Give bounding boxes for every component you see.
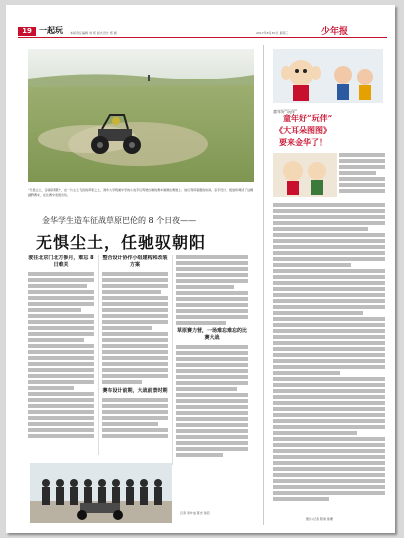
header-rule <box>18 37 387 38</box>
story-subheadline: 金华学生造车征战草原巴伦的 8 个日夜—— <box>42 216 197 225</box>
body-text-block <box>102 398 168 438</box>
group-photo <box>30 463 172 523</box>
side-article-body <box>273 203 385 513</box>
body-text-block <box>339 153 385 193</box>
box-title-1: 驶往北京门北方参月，难忘 8 日难关 <box>28 255 94 268</box>
body-text-block <box>102 272 168 384</box>
side-photo <box>273 49 383 103</box>
side-title-line3: 要来金华了！ <box>279 137 327 147</box>
body-text-block <box>273 203 385 501</box>
box-title-3: 赛车设计前期，大战前景时期 <box>102 388 168 394</box>
side-photo-2 <box>273 153 337 197</box>
newspaper-page <box>6 5 395 533</box>
box-title-2: 整合设计协作小组建构和改装方案 <box>102 255 168 268</box>
box-title-4: 草原赛力营，一场难忘难忘的比赛大战 <box>176 328 247 341</box>
article-column-1 <box>28 255 94 455</box>
main-photo <box>28 49 254 182</box>
story-headline: 无惧尘土，任驰驭朝阳 <box>36 233 207 252</box>
side-label: 童年好“玩伴” <box>273 109 298 114</box>
column-divider <box>172 255 173 465</box>
masthead-logo: 少年报 <box>321 27 349 37</box>
page-number: 19 <box>18 27 36 36</box>
side-title-line2: 《大耳朵图图》 <box>275 125 331 135</box>
article-column-3 <box>176 255 248 515</box>
body-text-block <box>176 345 248 457</box>
body-text-block <box>28 272 94 438</box>
story-byline: 记者 李叶成 陈光 徐若 <box>180 511 210 515</box>
side-byline: 图片/记者 陈建 徐珊 <box>306 517 333 521</box>
header-meta-right: 2017年8月30日 星期三 <box>256 31 289 35</box>
side-text-beside-photo <box>339 153 385 199</box>
body-text-block <box>176 255 248 325</box>
side-title-line1: 童年好“玩伴” <box>283 113 333 123</box>
header-meta-left: 本版责任编辑 刘 郑 版式设计 郑 刚 <box>70 31 117 35</box>
photo-caption: “无畏尘土，任驰驭朝阳”，在一片尘土飞扬的草原之上，清华大学附属中学的小选手们驾驶自制的赛车驰骋在赛道上。他们利用暑假的时间，亲手设计、组装和调试了这辆越野赛车，在比赛中表现出色。 <box>28 188 254 197</box>
page-header <box>6 5 395 37</box>
article-column-2 <box>102 255 168 465</box>
section-title: 一起玩 <box>39 25 63 35</box>
section-divider <box>263 45 264 525</box>
column-divider <box>98 255 99 455</box>
